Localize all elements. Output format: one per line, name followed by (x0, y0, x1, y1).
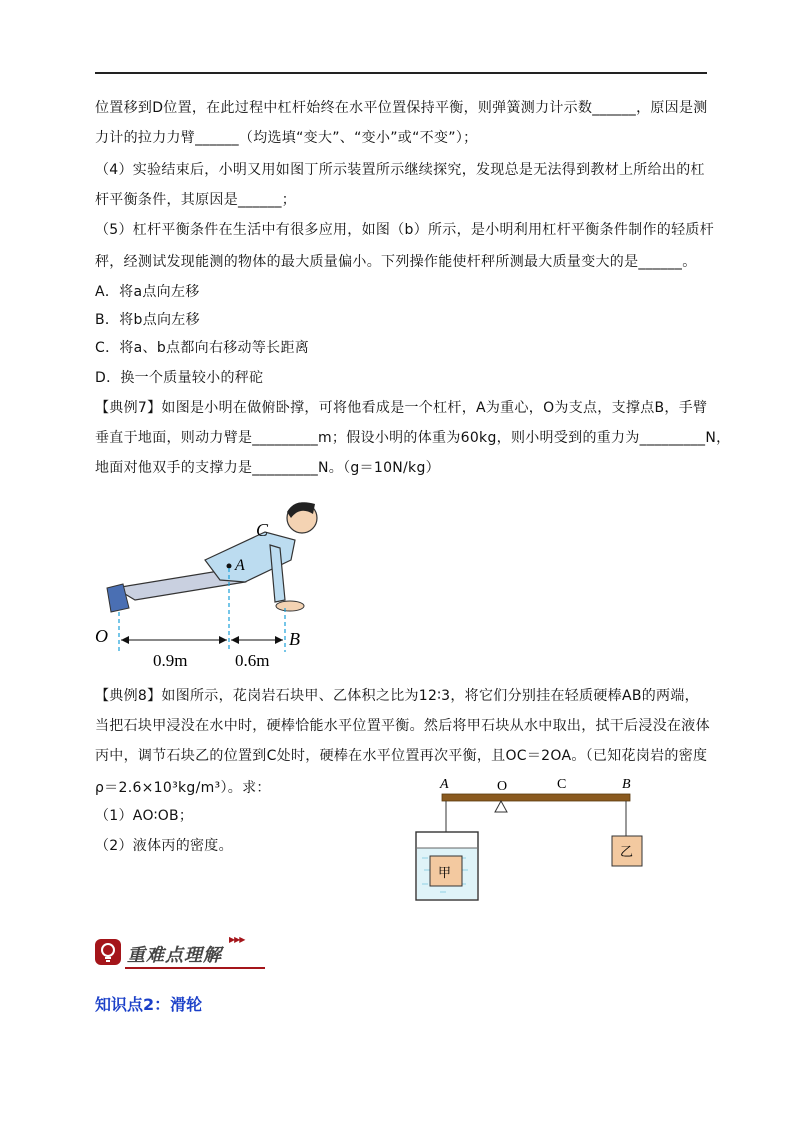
distance-label-2: 0.6m (235, 651, 270, 670)
lightbulb-icon (95, 939, 121, 965)
option-b: B．将b点向左移 (95, 312, 200, 328)
header-rule (95, 72, 707, 74)
option-a: A．将a点向左移 (95, 284, 200, 300)
example8-line: ρ＝2.6×10³kg/m³）。求： (95, 780, 271, 796)
distance-label-1: 0.9m (153, 651, 188, 670)
example7-line: 【典例7】如图是小明在做俯卧撑，可将他看成是一个杠杆，A为重心，O为支点，支撑点B，手臂 (95, 400, 708, 416)
option-d: D．换一个质量较小的秤砣 (95, 370, 264, 386)
lever-figure (400, 774, 670, 906)
label-c: C (557, 777, 567, 792)
label-a: A (235, 557, 245, 574)
question-2: （2）液体丙的密度。 (95, 838, 233, 854)
arrowhead (121, 636, 129, 644)
text-line: 秤，经测试发现能测的物体的最大质量偏小。下列操作能使杆秤所测最大质量变大的是______。 (95, 254, 697, 270)
text-line: 位置移到D位置，在此过程中杠杆始终在水平位置保持平衡，则弹簧测力计示数______，原因是测 (95, 100, 708, 116)
section-title: 知识点2：滑轮 (95, 995, 203, 1014)
text-line: 力计的拉力力臂______（均选填“变大”、“变小”或“不变”）； (95, 130, 478, 146)
lever-beam (442, 794, 630, 801)
example8-line: 【典例8】如图所示，花岗岩石块甲、乙体积之比为12∶3，将它们分别挂在轻质硬棒AB的两端， (95, 688, 699, 704)
center-of-mass-dot (227, 564, 232, 569)
pushup-figure (95, 490, 335, 670)
key-points-badge (95, 935, 265, 971)
example8-line: 丙中，调节石块乙的位置到C处时，硬棒在水平位置再次平衡，且OC＝2OA。（已知花岗岩的密度 (95, 748, 708, 764)
option-c: C．将a、b点都向右移动等长距离 (95, 340, 310, 356)
triple-arrow-icon: ▶▶▶ (229, 935, 245, 944)
arrowhead (231, 636, 239, 644)
fulcrum (495, 801, 507, 812)
block-yi-label: 乙 (620, 845, 634, 860)
question-1: （1）AO∶OB； (95, 808, 194, 824)
example7-line: 地面对他双手的支撑力是_________N。（g＝10N/kg） (95, 460, 440, 476)
badge-label: 重难点理解 (127, 945, 222, 966)
label-a: A (440, 777, 449, 792)
arrowhead (275, 636, 283, 644)
label-b: B (622, 777, 631, 792)
block-jia-label: 甲 (438, 866, 452, 881)
text-line: （4）实验结束后，小明又用如图丁所示装置所示继续探究，发现总是无法得到教材上所给出的杠 (95, 162, 705, 178)
label-b: B (289, 629, 300, 649)
label-o: O (95, 626, 108, 646)
hand-shape (276, 601, 304, 611)
text-line: 杆平衡条件，其原因是______； (95, 192, 297, 208)
arrowhead (219, 636, 227, 644)
example7-line: 垂直于地面，则动力臂是_________m；假设小明的体重为60kg，则小明受到的重力为_________N， (95, 430, 731, 446)
badge-underline (125, 967, 265, 969)
example8-line: 当把石块甲浸没在水中时，硬棒恰能水平位置平衡。然后将甲石块从水中取出，拭干后浸没在液体 (95, 718, 710, 734)
text-line: （5）杠杆平衡条件在生活中有很多应用，如图（b）所示，是小明利用杠杆平衡条件制作的轻质杆 (95, 222, 714, 238)
label-c: C (256, 520, 269, 540)
label-o: O (497, 779, 508, 794)
